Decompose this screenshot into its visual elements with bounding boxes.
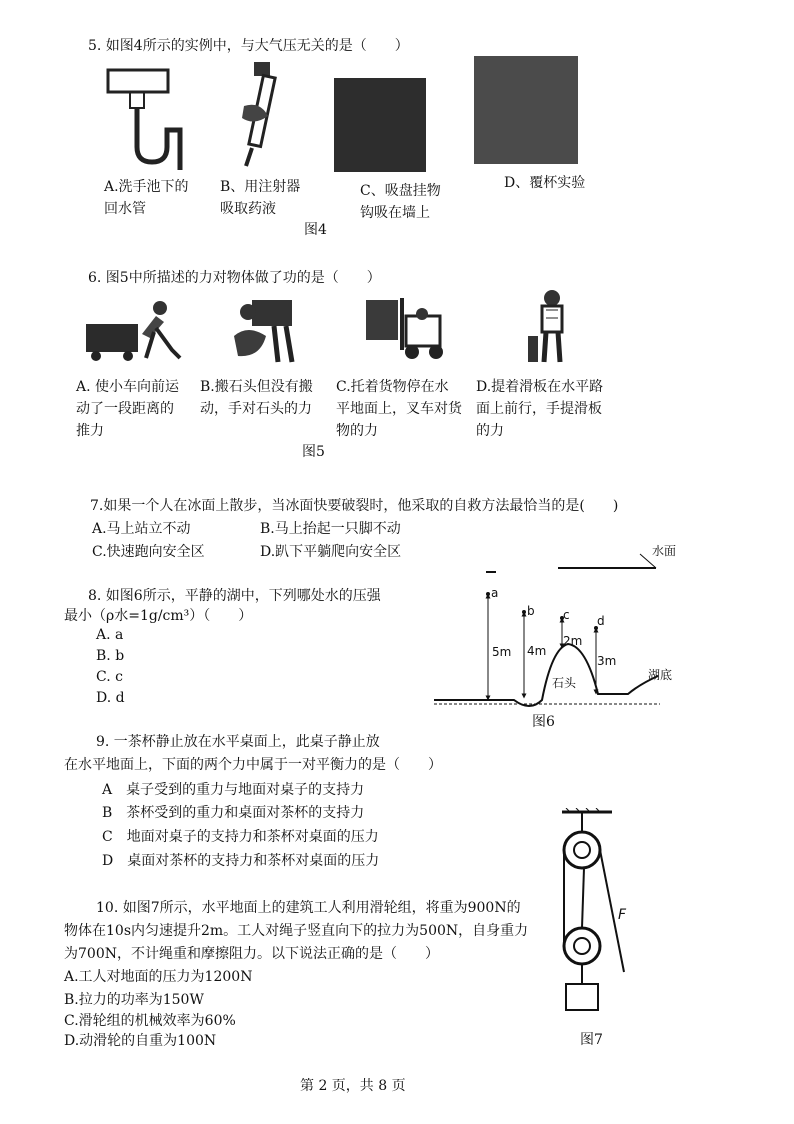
load-box	[566, 984, 598, 1010]
q10-option-d: D.动滑轮的自重为100N	[64, 1033, 217, 1049]
q5-option-a: A.洗手池下的 回水管	[104, 179, 189, 217]
skateboard-carry-image	[522, 288, 578, 368]
point-a-label: a	[491, 586, 499, 600]
q5-option-d: D、覆杯实验	[504, 175, 586, 191]
rock-label: 石头	[552, 676, 577, 690]
q8-stem-line1: 8. 如图6所示，平静的湖中，下列哪处水的压强	[88, 588, 381, 604]
q10-option-c: C.滑轮组的机械效率为60%	[64, 1013, 236, 1029]
q9-option-b: B 茶杯受到的重力和桌面对茶杯的支持力	[102, 805, 365, 821]
forklift-image	[364, 296, 448, 362]
suction-cup-photo	[334, 78, 426, 172]
q10-stem-line2: 物体在10s内匀速提升2m。工人对绳子竖直向下的拉力为500N，自身重力	[64, 923, 529, 939]
inverted-cup-photo	[474, 56, 578, 164]
q10-option-b: B.拉力的功率为150W	[64, 992, 204, 1008]
syringe-image	[230, 56, 290, 168]
point-c-label: c	[563, 608, 570, 622]
q10-stem-line1: 10. 如图7所示，水平地面上的建筑工人利用滑轮组，将重为900N的	[96, 900, 521, 916]
q7-option-a: A.马上站立不动	[92, 521, 191, 537]
depth-d-label: 3m	[597, 654, 617, 668]
q9-option-a: A 桌子受到的重力与地面对桌子的支持力	[102, 782, 365, 798]
figure4-caption: 图4	[304, 222, 327, 238]
q10-option-a: A.工人对地面的压力为1200N	[64, 969, 253, 985]
movable-pulley	[564, 928, 600, 964]
q8-stem-line2: 最小（ρ水=1g/cm³）（ ）	[64, 608, 253, 624]
depth-b-label: 4m	[527, 644, 547, 658]
q8-option-a: A. a	[96, 627, 124, 643]
q9-stem-line1: 9. 一茶杯静止放在水平桌面上，此桌子静止放	[96, 734, 380, 750]
water-surface-label: 水面	[652, 544, 677, 558]
q6-option-d: D.提着滑板在水平路 面上前行，手提滑板 的力	[476, 379, 604, 439]
q8-option-b: B. b	[96, 648, 125, 664]
q10-stem-line3: 为700N，不计绳重和摩擦阻力。以下说法正确的是（ ）	[64, 946, 439, 962]
q9-stem-line2: 在水平地面上，下面的两个力中属于一对平衡力的是（ ）	[64, 757, 442, 773]
q6-stem: 6. 图5中所描述的力对物体做了功的是（ ）	[88, 270, 381, 286]
q6-option-a: A. 使小车向前运 动了一段距离的 推力	[76, 379, 180, 439]
q5-option-c: C、吸盘挂物 钩吸在墙上	[360, 183, 441, 221]
q8-option-d: D. d	[96, 690, 125, 706]
q5-stem: 5. 如图4所示的实例中，与大气压无关的是（ ）	[88, 38, 409, 54]
depth-c-label: 2m	[563, 634, 583, 648]
force-f-label: F	[618, 907, 627, 923]
lake-bottom-label: 湖底	[648, 668, 673, 682]
q7-stem: 7.如果一个人在冰面上散步，当冰面快要破裂时，他采取的自救方法最恰当的是( )	[90, 498, 619, 514]
q7-option-b: B.马上抬起一只脚不动	[260, 521, 401, 537]
q6-option-b: B.搬石头但没有搬 动，手对石头的力	[200, 379, 313, 417]
figure5-caption: 图5	[302, 444, 325, 460]
point-d-label: d	[597, 614, 605, 628]
lake-diagram	[430, 548, 690, 730]
figure7-caption: 图7	[580, 1032, 603, 1048]
fixed-pulley	[564, 832, 600, 868]
q7-option-d: D.趴下平躺爬向安全区	[260, 544, 402, 560]
point-b-label: b	[527, 604, 535, 618]
q6-option-c: C.托着货物停在水 平地面上，叉车对货 物的力	[336, 379, 462, 439]
q9-option-c: C 地面对桌子的支持力和茶杯对桌面的压力	[102, 829, 379, 845]
q9-option-d: D 桌面对茶杯的支持力和茶杯对桌面的压力	[102, 853, 380, 869]
q7-option-c: C.快速跑向安全区	[92, 544, 205, 560]
lift-stone-image	[212, 296, 304, 366]
sink-drain-image	[100, 62, 190, 172]
pulley-system-diagram	[552, 808, 642, 1020]
depth-a-label: 5m	[492, 645, 512, 659]
figure6-caption: 图6	[532, 714, 555, 730]
page-footer: 第 2 页，共 8 页	[300, 1078, 406, 1094]
q8-option-c: C. c	[96, 669, 123, 685]
q5-option-b: B、用注射器 吸取药液	[220, 179, 301, 217]
push-cart-image	[80, 298, 192, 364]
